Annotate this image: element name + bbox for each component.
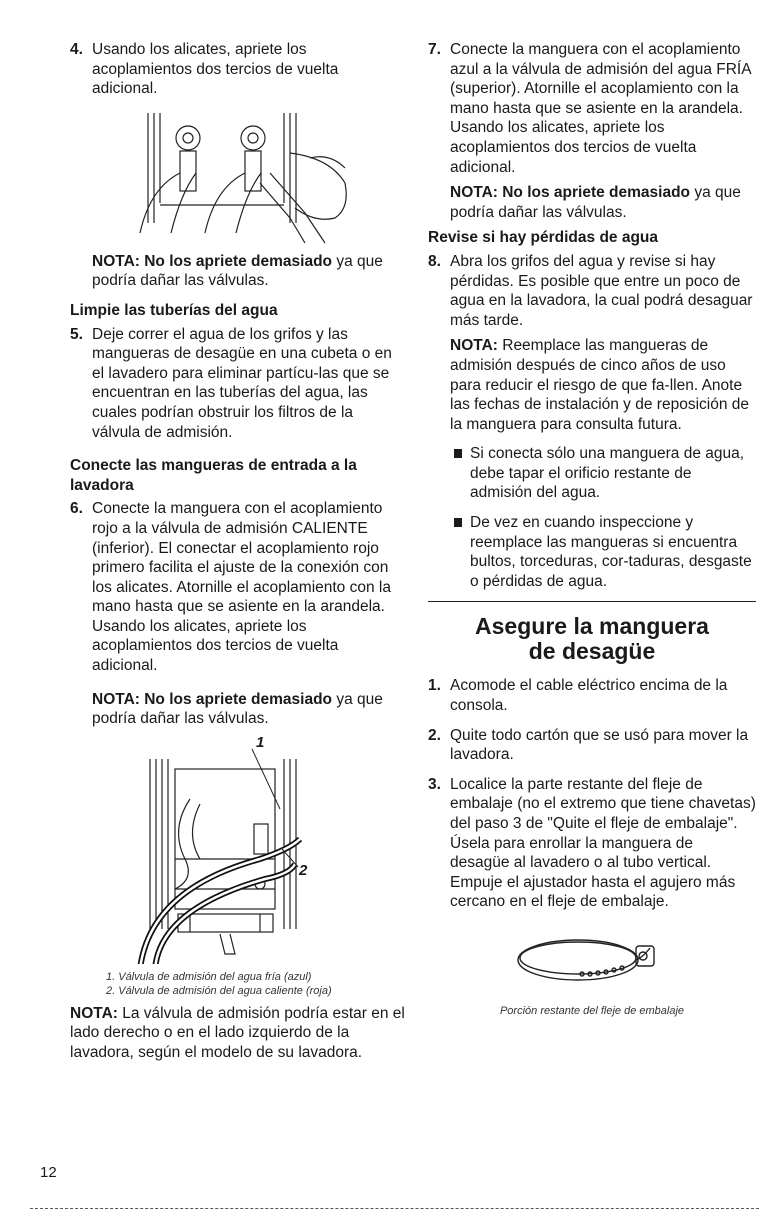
figure-captions: [70, 970, 405, 998]
step-6: [70, 499, 405, 675]
note-label: NOTA: No los apriete demasiado: [92, 252, 333, 270]
note-text: ya que podría dañar las válvulas.: [450, 184, 741, 221]
bullet-item: [428, 513, 756, 591]
step-number: 5.: [70, 325, 83, 343]
step-number: 4.: [70, 41, 83, 58]
page-number: 12: [40, 1164, 57, 1181]
bullet-text: De vez en cuando inspeccione y reemplace las mangueras si encuentra bultos, torceduras, cor-taduras, desgaste o pérdidas de agua.: [470, 514, 752, 590]
inlet-valves-figure: [70, 733, 405, 964]
bullet-square-icon: [454, 518, 462, 527]
caption-line: 1. Válvula de admisión del agua fría (azul): [106, 970, 312, 983]
inlet-valves-illustration: [70, 739, 405, 964]
step-4: [70, 40, 405, 99]
caption-line: 2. Válvula de admisión del agua caliente (roja): [106, 984, 332, 997]
figure-label-2: 2: [299, 861, 308, 879]
section-title-line: de desagüe: [528, 638, 656, 665]
step-7: [428, 40, 756, 177]
step-number: 7.: [428, 41, 441, 58]
note-text: ya que podría dañar las válvulas.: [92, 252, 383, 290]
note-text: Reemplace las mangueras de admisión después de cinco años de uso para reducir el riesgo de que fa-llen. Anote las fechas de instalación y de reposición de la manguera para consulta futura.: [450, 337, 749, 433]
note-4: [428, 183, 756, 222]
note-label: NOTA: No los apriete demasiado: [450, 184, 691, 202]
valve-pliers-illustration: [70, 113, 405, 248]
step-text: Conecte la manguera con el acoplamiento rojo a la válvula de admisión CALIENTE (inferior). El conectar el acoplamiento rojo primero facilita el ajuste de la conexión con los alicates. Atornille el acoplamiento con la mano hasta que se asiente en la arandela. Usando los alicates, apriete los acoplamientos dos tercios de vuelta adicional.: [92, 500, 391, 675]
strap-caption: Porción restante del fleje de embalaje: [499, 1004, 685, 1017]
heading-connect-hoses: Conecte las mangueras de entrada a la lavadora: [70, 457, 357, 494]
step-5: [70, 325, 405, 443]
step-text: Deje correr el agua de los grifos y las mangueras de desagüe en una cubeta o en el lavadero para eliminar partícu-las que se encuentran en las tuberías del agua, las cuales podrían obstruir los filtros de la válvula de admisión.: [92, 325, 392, 441]
heading-check-leaks: Revise si hay pérdidas de agua: [428, 229, 659, 247]
step-text: Usando los alicates, apriete los acoplamientos dos tercios de vuelta adicional.: [92, 41, 339, 98]
note-text: La válvula de admisión podría estar en el lado derecho o en el lado izquierdo de la lavadora, según el modelo de su lavadora.: [70, 1004, 405, 1062]
note-2: [70, 690, 405, 729]
step-number: 6.: [70, 500, 83, 518]
step-8: [428, 252, 756, 330]
section-title: [428, 614, 756, 664]
note-5: [428, 336, 756, 434]
note-text: ya que podría dañar las válvulas.: [92, 690, 383, 728]
packing-strap-illustration: [428, 922, 756, 1002]
section-title-line: Asegure la manguera: [475, 613, 709, 640]
right-column: [428, 40, 756, 1018]
drain-step-2: [428, 726, 756, 765]
section-divider: [428, 601, 756, 602]
note-1: [70, 252, 405, 291]
figure-label-1: 1: [256, 733, 265, 751]
note-label: NOTA:: [70, 1004, 118, 1022]
drain-step-3: [428, 775, 756, 912]
step-text: Conecte la manguera con el acoplamiento azul a la válvula de admisión del agua FRÍA (superior). Atornille el acoplamiento con la mano hasta que se asiente en la arandela. Usando los alicates, apriete los acoplamientos dos tercios de vuelta adicional.: [450, 41, 751, 176]
note-label: NOTA:: [450, 337, 498, 355]
heading-clean-pipes: Limpie las tuberías del agua: [70, 301, 278, 319]
left-column: [70, 40, 405, 1063]
note-3: [70, 1004, 405, 1063]
step-number: 8.: [428, 252, 441, 270]
step-number: 3.: [428, 775, 441, 793]
bullet-item: [428, 444, 756, 503]
bullet-text: Si conecta sólo una manguera de agua, debe tapar el orificio restante de admisión del agua.: [470, 445, 745, 502]
step-number: 1.: [428, 677, 441, 695]
page-bottom-rule: [30, 1208, 759, 1209]
step-text: Quite todo cartón que se usó para mover la lavadora.: [450, 726, 749, 764]
step-text: Abra los grifos del agua y revise si hay pérdidas. Es posible que entre un poco de agua en la lavadora, la cual podrá desaguar más tarde.: [450, 252, 753, 329]
step-text: Localice la parte restante del fleje de embalaje (no el extremo que tiene chavetas) del paso 3 de "Quite el fleje de embalaje". Úsela para enrollar la manguera de desagüe al lavadero o al tubo vertical. Empuje el ajustador hasta el agujero más cercano en el fleje de embalaje.: [450, 775, 756, 911]
note-label: NOTA: No los apriete demasiado: [92, 690, 333, 708]
bullet-square-icon: [454, 449, 462, 458]
drain-step-1: [428, 676, 756, 715]
step-text: Acomode el cable eléctrico encima de la consola.: [450, 677, 728, 715]
step-number: 2.: [428, 726, 441, 744]
